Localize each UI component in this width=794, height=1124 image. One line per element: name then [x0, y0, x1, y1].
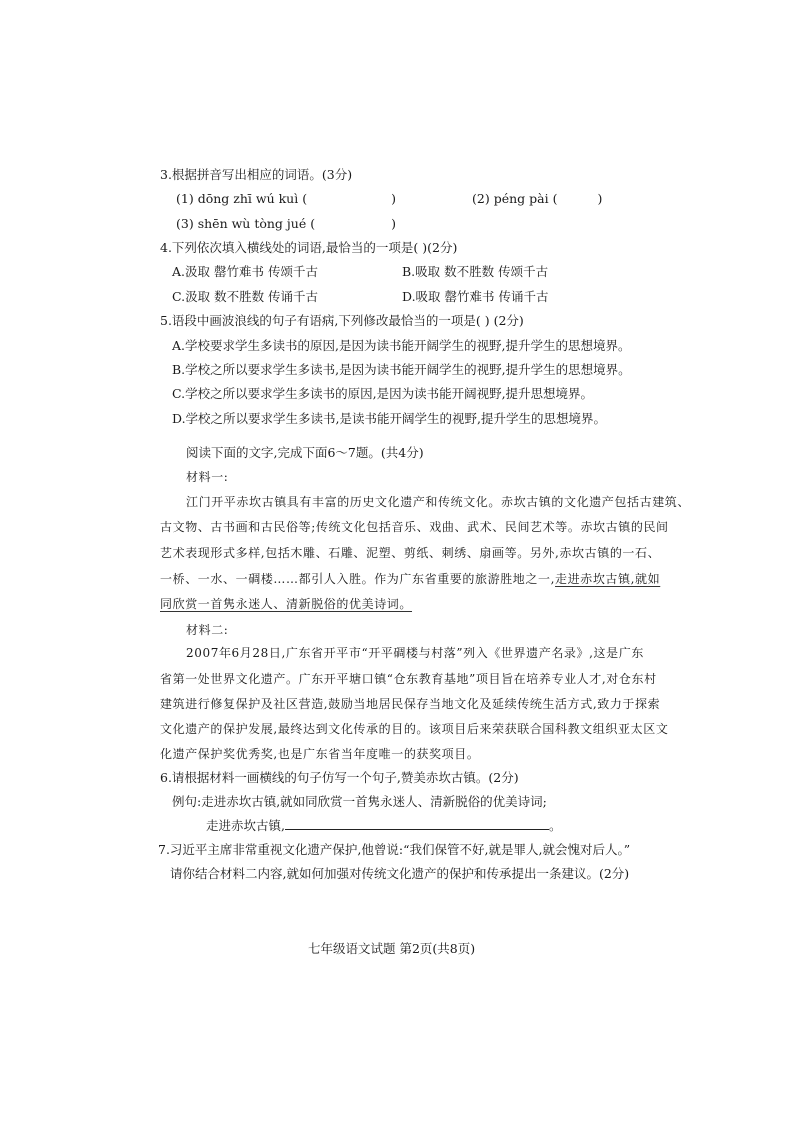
q6-example: 例句:走进赤坎古镇,就如同欣赏一首隽永迷人、清新脱俗的优美诗词; [172, 794, 547, 809]
q4-option-b: B.吸取 数不胜数 传颂千古 [402, 264, 549, 279]
q4-stem: 4.下列依次填入横线处的词语,最恰当的一项是( )(2分) [160, 240, 458, 255]
q4-option-a: A.汲取 罄竹难书 传颂千古 [172, 264, 318, 279]
q6-stem: 6.请根据材料一画横线的句子仿写一个句子,赞美赤坎古镇。(2分) [160, 770, 519, 785]
material-1-title: 材料一: [186, 470, 229, 484]
q6-answer-prefix: 走进赤坎古镇, [206, 818, 285, 833]
q3-item-3-label: (3) [176, 216, 194, 231]
q3-stem: 3.根据拼音写出相应的词语。(3分) [160, 167, 353, 182]
material-1-line-3: 艺术表现形式多样,包括木雕、石雕、泥塑、剪纸、刺绣、扇画等。另外,赤坎古镇的一石、 [160, 546, 661, 560]
q3-item-1-pinyin: dōng zhī wú kuì [197, 191, 299, 206]
q5-option-b: B.学校之所以要求学生多读书,是因为读书能开阔学生的视野,提升学生的思想境界。 [172, 362, 631, 377]
q5-option-c: C.学校之所以要求学生多读书的原因,是因为读书能开阔视野,提升思想境界。 [172, 386, 594, 401]
material-1-line-4-text: 一桥、一水、一碉楼……都引人入胜。作为广东省重要的旅游胜地之一, [160, 572, 556, 586]
q3-item-2-open: ( [552, 191, 558, 206]
q3-item-3-close: ) [391, 216, 396, 231]
material-1-line-2: 古文物、古书画和古民俗等;传统文化包括音乐、戏曲、武术、民间艺术等。赤坎古镇的民间 [160, 520, 669, 534]
q3-item-3-open: ( [310, 216, 316, 231]
material-2-line-1: 2007年6月28日,广东省开平市“开平碉楼与村落”列入《世界遗产名录》,这是广东 [186, 646, 644, 660]
q3-item-2-pinyin: péng pài [493, 191, 549, 206]
material-2-line-3: 建筑进行修复保护及社区营造,鼓励当地居民保存当地文化及延续传统生活方式,致力于探索 [160, 697, 661, 711]
q3-item-3 [176, 216, 396, 232]
page-footer: 七年级语文试题 第2页(共8页) [308, 941, 476, 956]
material-2-line-4: 文化遗产的保护发展,最终达到文化传承的目的。该项目后来荣获联合国科教文组织亚太区文 [160, 722, 669, 736]
q4-option-c: C.汲取 数不胜数 传诵千古 [172, 289, 319, 304]
q3-item-1-open: ( [302, 191, 308, 206]
q3-item-1-label: (1) [176, 191, 194, 206]
q6-answer-blank[interactable] [285, 829, 549, 830]
q4-option-d: D.吸取 罄竹难书 传诵千古 [402, 289, 549, 304]
material-2-line-5: 化遗产保护奖优秀奖,也是广东省当年度唯一的获奖项目。 [160, 747, 480, 761]
q3-item-2-close: ) [597, 191, 603, 206]
material-2-line-2: 省第一处世界文化遗产。广东开平塘口镇“仓东教育基地”项目旨在培养专业人才,对仓东村 [160, 672, 657, 686]
reading-intro: 阅读下面的文字,完成下面6～7题。(共4分) [186, 445, 424, 460]
q3-item-2 [472, 191, 602, 207]
material-1-line-5 [160, 596, 412, 612]
q3-item-2-label: (2) [472, 191, 490, 206]
material-1-underlined-sentence-end: 同欣赏一首隽永迷人、清新脱俗的优美诗词。 [160, 597, 413, 611]
q6-answer-line [206, 818, 562, 834]
q7-stem: 7.习近平主席非常重视文化遗产保护,他曾说:“我们保管不好,就是罪人,就会愧对后人。” [158, 842, 631, 857]
q6-answer-suffix: 。 [548, 818, 562, 833]
material-1-underlined-sentence-start: 走进赤坎古镇,就如 [555, 572, 661, 586]
q3-item-1-close: ) [391, 191, 396, 206]
material-1-line-1: 江门开平赤坎古镇具有丰富的历史文化遗产和传统文化。赤坎古镇的文化遗产包括古建筑、 [186, 495, 691, 509]
q5-stem: 5.语段中画波浪线的句子有语病,下列修改最恰当的一项是( ) (2分) [160, 313, 524, 328]
q3-item-1 [176, 191, 396, 207]
q7-stem-2: 请你结合材料二内容,就如何加强对传统文化遗产的保护和传承提出一条建议。(2分) [170, 866, 630, 881]
q5-option-d: D.学校之所以要求学生多读书,是读书能开阔学生的视野,提升学生的思想境界。 [172, 411, 606, 426]
q3-item-3-pinyin: shēn wù tòng jué [197, 216, 307, 231]
q5-option-a: A.学校要求学生多读书的原因,是因为读书能开阔学生的视野,提升学生的思想境界。 [172, 338, 631, 353]
material-1-line-4 [160, 571, 660, 587]
material-2-title: 材料二: [186, 623, 229, 637]
